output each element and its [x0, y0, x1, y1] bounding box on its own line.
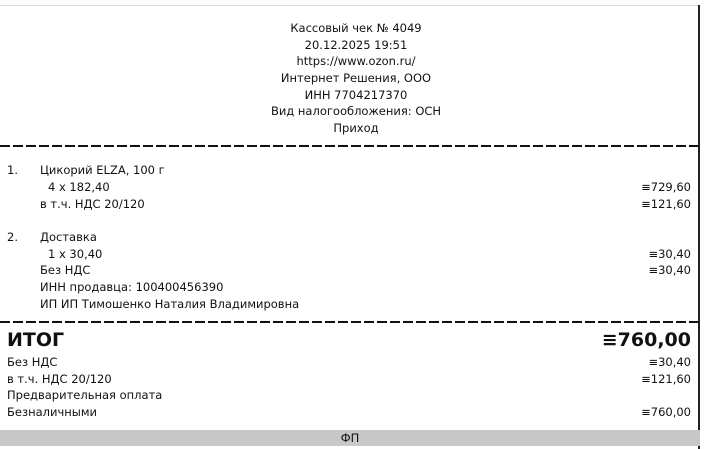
item-1-name: Цикорий ELZA, 100 г: [40, 163, 165, 177]
dashed-divider-top: [0, 145, 700, 147]
item-2-seller-name-row: [0, 296, 691, 312]
item-2-vat-label: Без НДС: [40, 263, 91, 277]
item-2-sum: ≡30,40: [648, 247, 691, 261]
prepay-row: [0, 387, 691, 403]
tax-system: Вид налогообложения: ОСН: [270, 104, 442, 119]
item-1-sum: ≡729,60: [641, 180, 691, 194]
item-2-seller-inn: ИНН продавца: 100400456390: [40, 280, 224, 294]
operation-type: Приход: [333, 121, 379, 136]
no-vat-label: Без НДС: [7, 355, 58, 369]
total-label: ИТОГ: [7, 329, 65, 351]
top-divider: [0, 5, 700, 6]
vat-row: [0, 371, 691, 387]
cashless-label: Безналичными: [7, 405, 98, 419]
receipt-title: Кассовый чек № 4049: [290, 21, 422, 35]
item-2-vat-sum: ≡30,40: [648, 263, 691, 277]
item-2-seller-inn-row: [0, 279, 691, 295]
item-1-title-row: [0, 162, 691, 178]
receipt-url: https://www.ozon.ru/: [296, 54, 416, 69]
item-2-qty-price: 1 x 30,40: [48, 247, 103, 261]
dashed-divider-bottom: [0, 321, 700, 323]
no-vat-row: [0, 354, 691, 370]
prepay-label: Предварительная оплата: [7, 388, 163, 402]
receipt-datetime: 20.12.2025 19:51: [304, 37, 408, 52]
company-name: Интернет Решения, ООО: [280, 71, 432, 86]
item-1-qty-price: 4 x 182,40: [48, 180, 110, 194]
vat-value: ≡121,60: [641, 372, 691, 386]
item-1-number: 1.: [7, 163, 18, 177]
fiscal-sign-bar: ФП: [0, 430, 700, 446]
item-1-vat-sum: ≡121,60: [641, 197, 691, 211]
item-1-vat-label: в т.ч. НДС 20/120: [40, 197, 145, 211]
vat-label: в т.ч. НДС 20/120: [7, 372, 112, 386]
item-2-qty-row: [0, 246, 691, 262]
item-2-title-row: [0, 229, 691, 245]
item-2-number: 2.: [7, 230, 18, 244]
cashless-value: ≡760,00: [641, 405, 691, 419]
receipt-header: [0, 20, 712, 137]
item-2-vat-row: [0, 262, 691, 278]
total-row: [0, 327, 691, 353]
item-1-vat-row: [0, 196, 691, 212]
company-inn: ИНН 7704217370: [304, 87, 408, 102]
item-1-qty-row: [0, 179, 691, 195]
cashless-row: [0, 404, 691, 420]
total-value: ≡760,00: [601, 329, 691, 351]
item-2-seller-name: ИП ИП Тимошенко Наталия Владимировна: [40, 297, 300, 311]
no-vat-value: ≡30,40: [648, 355, 691, 369]
item-2-name: Доставка: [40, 230, 97, 244]
